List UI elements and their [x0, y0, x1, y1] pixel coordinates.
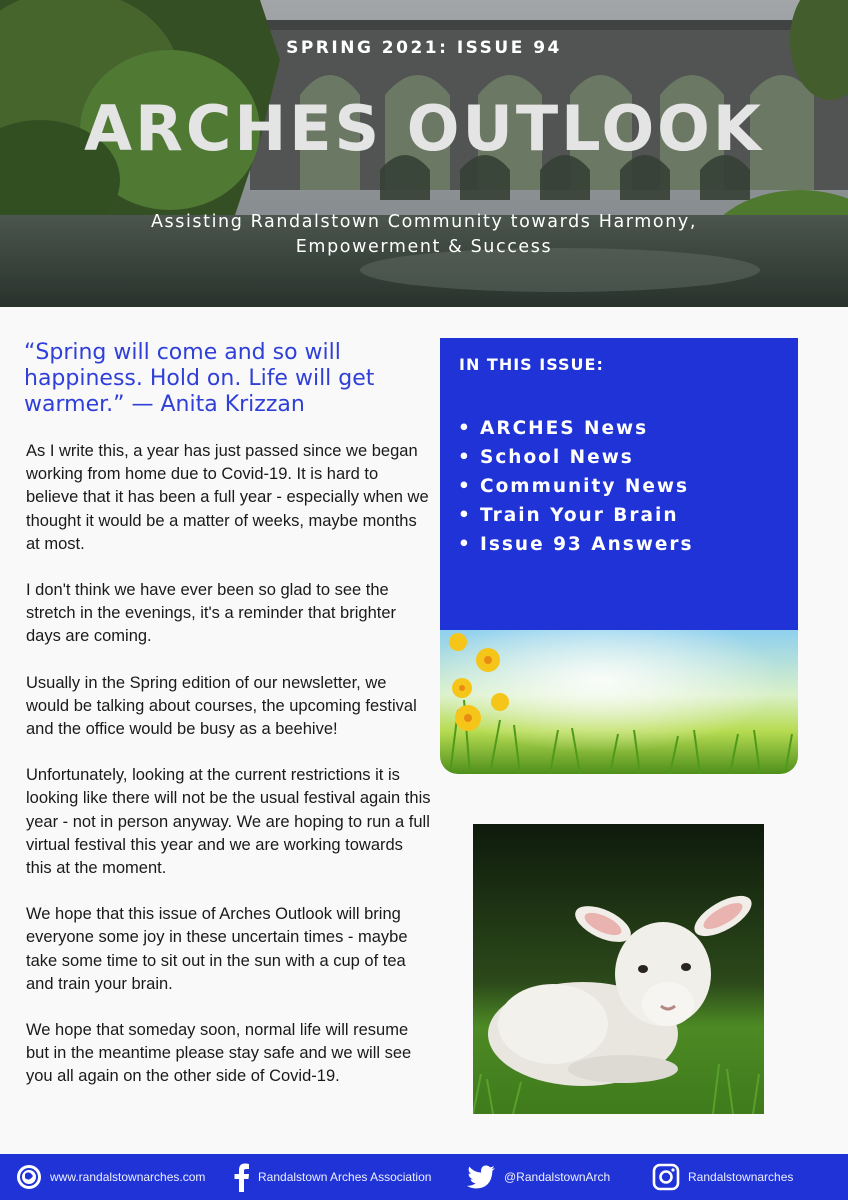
footer-bar	[0, 1154, 848, 1200]
opening-quote: “Spring will come and so will happiness. Hold on. Life will get warmer.” — Anita Krizzan	[24, 340, 375, 417]
instagram-link[interactable]: Randalstownarches	[688, 1170, 794, 1184]
newsletter-title: ARCHES OUTLOOK	[84, 92, 764, 165]
issue-label: SPRING 2021: ISSUE 94	[286, 38, 562, 58]
article-body	[26, 440, 432, 1112]
contents-item: • Issue 93 Answers	[458, 534, 694, 555]
contents-item: • Train Your Brain	[458, 505, 679, 526]
contents-item-label: Issue 93 Answers	[480, 534, 694, 555]
footer-twitter[interactable]	[466, 1154, 610, 1200]
contents-list	[458, 414, 694, 559]
contents-item-label: School News	[480, 447, 634, 468]
contents-item-label: Train Your Brain	[480, 505, 679, 526]
lamb-photo	[473, 824, 764, 1114]
paragraph: Unfortunately, looking at the current restrictions it is looking like there will not be the usual festival again this year - not in person anyway. We are hoping to run a full virtual festival this year and we are working towards this at the moment.	[26, 766, 431, 878]
tagline-line-1: Assisting Randalstown Community towards Harmony,	[150, 212, 698, 232]
facebook-icon	[232, 1162, 250, 1192]
website-link[interactable]: www.randalstownarches.com	[50, 1170, 206, 1184]
contents-item-label: ARCHES News	[480, 418, 649, 439]
paragraph: We hope that this issue of Arches Outlook will bring everyone some joy in these uncertain times - maybe take some time to sit out in the sun with a cup of tea and train your brain.	[26, 905, 408, 993]
globe-icon	[16, 1164, 42, 1190]
twitter-link[interactable]: @RandalstownArch	[504, 1170, 611, 1184]
paragraph: As I write this, a year has just passed since we began working from home due to Covid-19. It is hard to believe that it has been a full year - especially when we thought it would be a matter of weeks, maybe months at most.	[26, 442, 429, 553]
contents-item: • School News	[458, 447, 634, 468]
in-this-issue-box	[440, 338, 798, 630]
footer-facebook[interactable]	[232, 1154, 431, 1200]
instagram-icon	[652, 1163, 680, 1191]
daffodil-meadow-photo	[440, 630, 798, 774]
contents-item: • Community News	[458, 476, 689, 497]
paragraph: Usually in the Spring edition of our newsletter, we would be talking about courses, the upcoming festival and the office would be busy as a beehive!	[26, 673, 417, 739]
paragraph: We hope that someday soon, normal life will resume but in the meantime please stay safe and we will see you all again on the other side of Covid-19.	[26, 1021, 412, 1086]
contents-item-label: Community News	[480, 476, 689, 497]
header-banner	[0, 0, 848, 307]
tagline	[0, 210, 848, 260]
contents-item: • ARCHES News	[458, 418, 649, 439]
facebook-link[interactable]: Randalstown Arches Association	[258, 1170, 432, 1184]
tagline-line-2: Empowerment & Success	[295, 237, 553, 257]
paragraph: I don't think we have ever been so glad to see the stretch in the evenings, it's a reminder that brighter days are coming.	[26, 581, 397, 646]
footer-instagram[interactable]	[652, 1154, 793, 1200]
twitter-icon	[466, 1164, 496, 1190]
in-this-issue-heading: IN THIS ISSUE:	[459, 355, 604, 374]
footer-website[interactable]	[16, 1154, 205, 1200]
